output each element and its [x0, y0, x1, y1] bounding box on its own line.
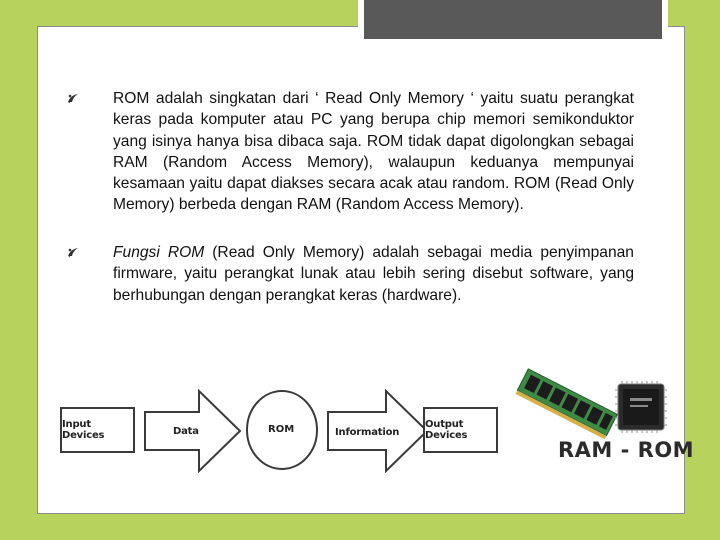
bullet-lead: Fungsi ROM — [113, 244, 205, 261]
bullet-body: (Read Only Memory) adalah sebagai media penyimpanan firmware, yaitu perangkat lunak atau lebih sering disebut software, yang berhubungan dengan perangkat keras (hardware). — [113, 244, 634, 304]
bullet-rom-function — [77, 242, 634, 306]
fleuron-bullet-icon — [67, 93, 79, 104]
bullet-text: ROM adalah singkatan dari ‘ Read Only Memory ‘ yaitu suatu perangkat keras pada komputer atau PC yang berupa chip memori semikonduktor yang isinya hanya bisa dibaca saja. ROM tidak dapat digolongkan sebagai RAM (Random Access Memory), walaupun keduanya mempunyai kesamaan yaitu dapat diakses secara acak atau random. ROM (Read Only Memory) berbeda dengan RAM (Random Access Memory). — [113, 90, 634, 214]
input-devices-label: Input Devices — [62, 419, 105, 441]
bullet-text — [113, 242, 634, 306]
information-arrow-label: Information — [335, 427, 400, 438]
bullet-rom-definition — [77, 88, 634, 216]
input-devices-box — [60, 407, 135, 453]
rom-circle-label: ROM — [268, 424, 295, 435]
output-devices-box — [423, 407, 498, 453]
data-arrow-label: Data — [173, 426, 199, 437]
ram-module-image — [511, 368, 621, 443]
title-placeholder-block — [358, 0, 668, 45]
ram-rom-caption: RAM - ROM — [558, 438, 695, 462]
output-devices-label: Output Devices — [425, 419, 468, 441]
rom-chip-image — [614, 380, 668, 434]
fleuron-bullet-icon — [67, 247, 79, 258]
